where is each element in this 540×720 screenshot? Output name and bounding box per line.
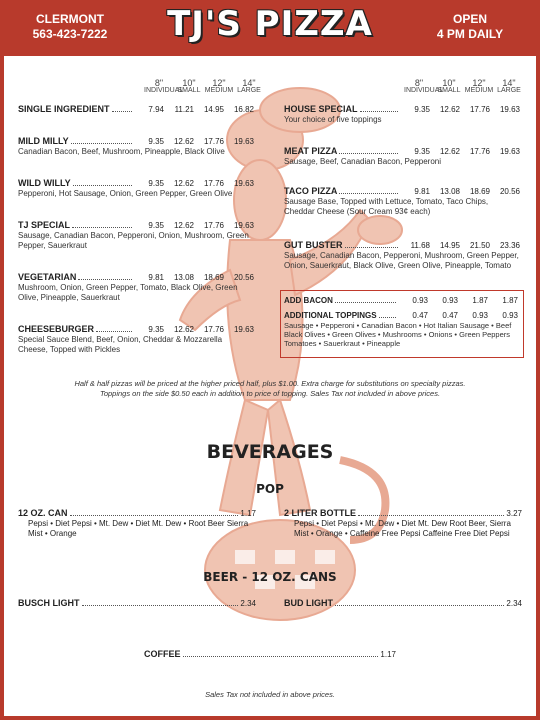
menu-header (0, 0, 540, 52)
price-12: 17.76 (203, 325, 224, 334)
beverage-name: COFFEE (144, 649, 181, 659)
item-description: Canadian Bacon, Beef, Mushroom, Pineapple, Black Olive (18, 147, 225, 156)
price-12: 17.76 (203, 179, 224, 188)
price-12: 17.76 (203, 137, 224, 146)
half-half-note: Half & half pizzas will be priced at the higher priced half, plus $1.00. Extra charge for substitutions on specialty pizzas. (74, 379, 466, 388)
price-14: 20.56 (233, 273, 254, 282)
item-name: SINGLE INGREDIENT (18, 104, 110, 114)
item-description: Sausage, Canadian Bacon, Pepperoni, Mushroom, Green Pepper, Onion, Sauerkraut, Black Olive, Green Olive, Pineapple, Tomato (284, 251, 519, 270)
item-description: Sausage, Canadian Bacon, Pepperoni, Onion, Mushroom, Green Pepper, Sauerkraut (18, 231, 249, 250)
price-8: 11.68 (410, 241, 430, 250)
beverage-price: 2.34 (506, 599, 522, 608)
size-header-14: 14" LARGE (497, 78, 521, 94)
price-14: 19.63 (499, 105, 520, 114)
price-10: 13.08 (439, 187, 460, 196)
price-12: 0.93 (472, 311, 488, 320)
toppings-list: Sausage • Pepperoni • Canadian Bacon • Hot Italian Sausage • Beef Black Olives • Green Olives • Mushrooms • Onions • Green Peppers Tomatoes • Sauerkraut • Pineapple (284, 321, 512, 348)
beverage-price: 3.27 (506, 509, 522, 518)
menu-item (284, 240, 520, 270)
price-8: 9.35 (414, 147, 430, 156)
price-8: 9.35 (414, 105, 430, 114)
item-description: Pepperoni, Hot Sausage, Onion, Green Pepper, Green Olive (18, 189, 233, 198)
menu-item (284, 186, 520, 216)
price-8: 0.93 (412, 296, 428, 305)
price-8: 9.35 (148, 325, 164, 334)
right-size-headers (404, 79, 524, 95)
price-10: 0.93 (442, 296, 458, 305)
item-name: MEAT PIZZA (284, 146, 338, 156)
price-12: 21.50 (469, 241, 490, 250)
beverage-name: 2 LITER BOTTLE (284, 508, 356, 518)
item-name: TJ SPECIAL (18, 220, 71, 230)
beverage-price: 1.17 (380, 650, 396, 659)
addon-name: ADDITIONAL TOPPINGS (284, 311, 377, 320)
price-14: 19.63 (499, 147, 520, 156)
size-header-12: 12" MEDIUM (464, 78, 494, 94)
price-10: 12.62 (173, 179, 194, 188)
price-12: 18.69 (469, 187, 490, 196)
price-8: 0.47 (412, 311, 428, 320)
item-name: WILD WILLY (18, 178, 71, 188)
menu-item (18, 178, 254, 199)
menu-item (284, 104, 520, 125)
item-name: CHEESEBURGER (18, 324, 95, 334)
price-14: 23.36 (499, 241, 520, 250)
town-name: CLERMONT (36, 12, 104, 26)
beverage-price: 2.34 (240, 599, 256, 608)
price-12: 17.76 (203, 221, 224, 230)
item-name: HOUSE SPECIAL (284, 104, 358, 114)
item-description: Special Sauce Blend, Beef, Onion, Cheddar & Mozzarella Cheese, Topped with Pickles (18, 335, 223, 354)
price-8: 9.35 (148, 137, 164, 146)
menu-item (18, 104, 254, 115)
price-10: 11.21 (174, 105, 194, 114)
size-header-8: 8" INDIVIDUAL (404, 78, 444, 94)
size-header-12: 12" MEDIUM (204, 78, 234, 94)
hours-block (420, 12, 520, 42)
location-block (20, 12, 120, 42)
addon-item (284, 310, 518, 348)
price-10: 12.62 (173, 221, 194, 230)
price-12: 17.76 (469, 147, 490, 156)
restaurant-logo: TJ'S PIZZA (167, 4, 373, 44)
beer-heading: BEER - 12 OZ. CANS (203, 570, 337, 584)
price-10: 14.95 (439, 241, 460, 250)
pricing-note (60, 379, 480, 399)
item-name: MILD MILLY (18, 136, 69, 146)
price-14: 20.56 (499, 187, 520, 196)
beverage-name: 12 OZ. CAN (18, 508, 68, 518)
item-description: Sausage Base, Topped with Lettuce, Tomato, Taco Chips, Cheddar Cheese (Sour Cream 93¢ each) (284, 197, 489, 216)
beverage-price: 1.17 (240, 509, 256, 518)
size-header-8: 8" INDIVIDUAL (144, 78, 184, 94)
item-name: GUT BUSTER (284, 240, 343, 250)
price-14: 0.93 (502, 311, 518, 320)
beverage-name: BUD LIGHT (284, 598, 333, 608)
menu-item (18, 220, 254, 250)
menu-item (18, 324, 254, 354)
beverage-item (284, 598, 522, 609)
item-description: Sausage, Beef, Canadian Bacon, Pepperoni (284, 157, 442, 166)
beverage-item (18, 598, 256, 609)
beverage-item (284, 508, 522, 538)
price-10: 13.08 (173, 273, 194, 282)
addon-item (284, 295, 518, 306)
item-description: Your choice of five toppings (284, 115, 382, 124)
item-name: VEGETARIAN (18, 272, 77, 282)
price-14: 1.87 (502, 296, 518, 305)
beverage-flavors: Pepsi • Diet Pepsi • Mt. Dew • Diet Mt. Dew Root Beer, Sierra Mist • Orange • Caffeine Free Pepsi Caffeine Free Diet Pepsi (294, 519, 511, 538)
beverage-name: BUSCH LIGHT (18, 598, 80, 608)
price-10: 12.62 (439, 147, 460, 156)
item-name: TACO PIZZA (284, 186, 338, 196)
beverage-item (144, 649, 396, 660)
price-8: 9.81 (414, 187, 430, 196)
menu-item (18, 272, 254, 302)
beverage-flavors: Pepsi • Diet Pepsi • Mt. Dew • Diet Mt. Dew • Root Beer Sierra Mist • Orange (28, 519, 249, 538)
open-label: OPEN (452, 12, 487, 26)
price-14: 19.63 (233, 179, 254, 188)
phone-number[interactable]: 563-423-7222 (32, 27, 108, 41)
price-14: 19.63 (233, 325, 254, 334)
price-10: 0.47 (442, 311, 458, 320)
menu-item (284, 146, 520, 167)
price-10: 12.62 (173, 325, 194, 334)
price-10: 12.62 (173, 137, 194, 146)
size-header-10: 10" SMALL (177, 78, 201, 94)
price-14: 19.63 (233, 221, 254, 230)
beverage-item (18, 508, 256, 538)
beverages-heading: BEVERAGES (206, 441, 334, 463)
size-header-14: 14" LARGE (237, 78, 261, 94)
price-12: 14.95 (203, 105, 224, 114)
footer-tax-note: Sales Tax not included in above prices. (205, 690, 335, 699)
size-header-10: 10" SMALL (437, 78, 461, 94)
price-8: 9.35 (148, 221, 164, 230)
price-14: 16.82 (233, 105, 254, 114)
addon-name: ADD BACON (284, 296, 333, 305)
pop-heading: POP (256, 482, 284, 496)
price-10: 12.62 (439, 105, 460, 114)
price-8: 9.35 (148, 179, 164, 188)
price-12: 17.76 (469, 105, 490, 114)
price-12: 1.87 (472, 296, 488, 305)
menu-item (18, 136, 254, 157)
price-14: 19.63 (233, 137, 254, 146)
price-8: 9.81 (148, 273, 164, 282)
price-8: 7.94 (148, 105, 164, 114)
price-12: 18.69 (203, 273, 224, 282)
left-size-headers (144, 79, 264, 95)
hours-text: 4 PM DAILY (436, 27, 504, 41)
toppings-side-note: Toppings on the side $0.50 each in addition to price of topping. Sales Tax not included in above prices. (99, 389, 441, 398)
item-description: Mushroom, Onion, Green Pepper, Tomato, Black Olive, Green Olive, Pineapple, Sauerkraut (18, 283, 238, 302)
